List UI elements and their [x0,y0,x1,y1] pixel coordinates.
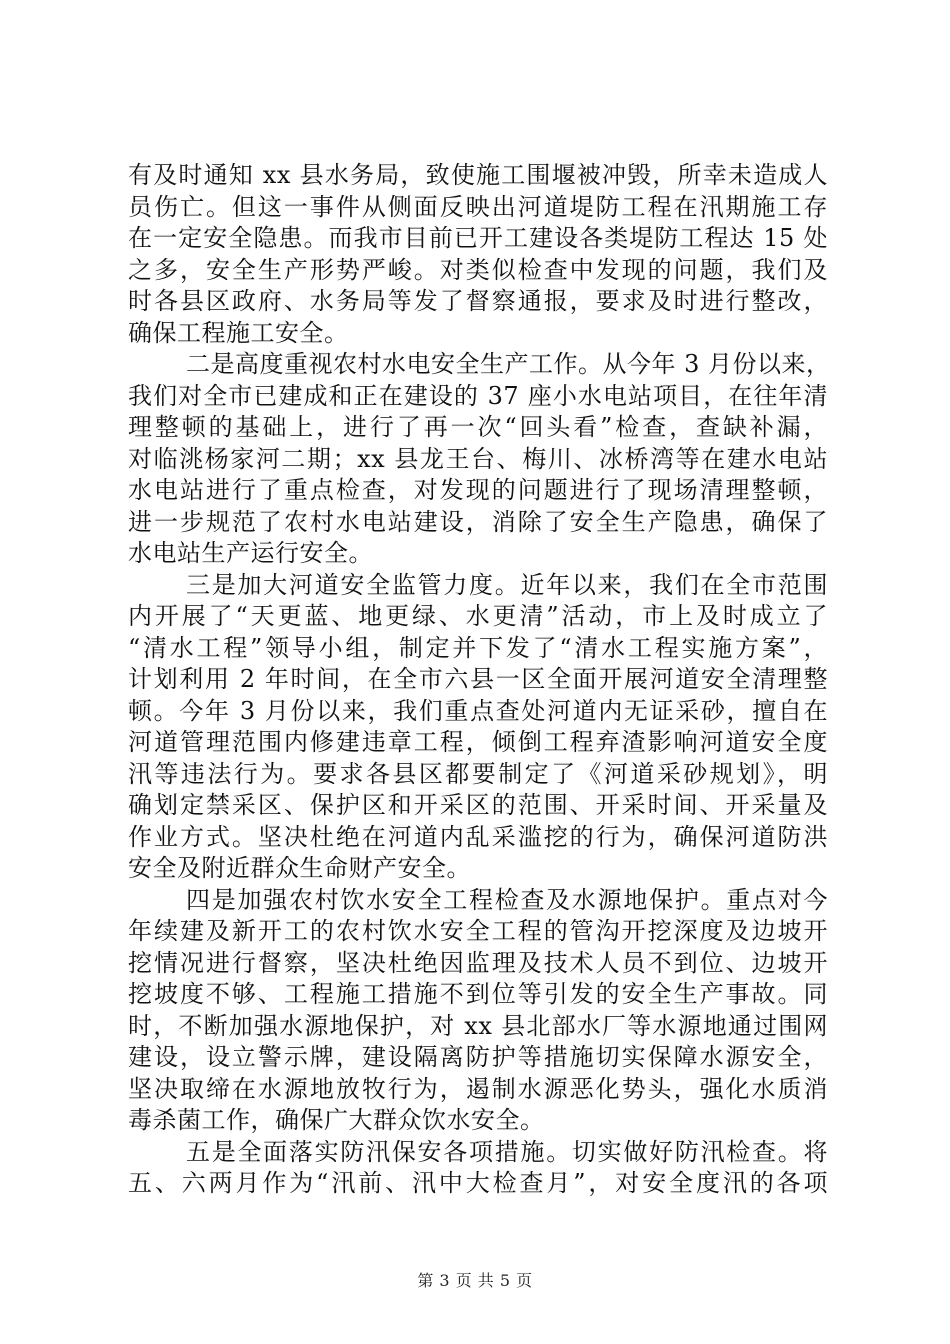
text-line: 我们对全市已建成和正在建设的 37 座小水电站项目，在往年清 [128,381,828,410]
text-line: 建设，设立警示牌，建设隔离防护等措施切实保障水源安全， [128,1043,828,1071]
text-line: 理整顿的基础上，进行了再一次“回头看”检查，查缺补漏， [128,413,828,441]
text-line: 计划利用 2 年时间，在全市六县一区全面开展河道安全清理整 [128,665,828,693]
text-line: 在一定安全隐患。而我市目前已开工建设各类堤防工程达 15 处 [128,224,828,252]
text-line: 毒杀菌工作，确保广大群众饮水安全。 [128,1106,545,1134]
text-line: 四是加强农村饮水安全工程检查及水源地保护。重点对今 [186,885,828,914]
text-line: 水电站进行了重点检查，对发现的问题进行了现场清理整顿， [128,476,828,504]
text-line: 确划定禁采区、保护区和开采区的范围、开采时间、开采量及 [128,791,828,819]
text-line: 坚决取缔在水源地放牧行为，遏制水源恶化势头，强化水质消 [128,1074,828,1103]
text-line: 二是高度重视农村水电安全生产工作。从今年 3 月份以来， [186,350,831,378]
text-line: 作业方式。坚决杜绝在河道内乱采滥挖的行为，确保河道防洪 [128,822,828,851]
paragraph [128,160,828,349]
text-line: 确保工程施工安全。 [128,318,349,347]
paragraph [128,570,828,885]
paragraph [128,1137,828,1200]
text-line: 之多，安全生产形势严峻。对类似检查中发现的问题，我们及 [128,255,828,284]
text-line: 水电站生产运行安全。 [128,539,373,567]
text-line: 五是全面落实防汛保安各项措施。切实做好防汛检查。将 [186,1137,828,1166]
text-line: 年续建及新开工的农村饮水安全工程的管沟开挖深度及边坡开 [128,917,828,945]
text-line: 对临洮杨家河二期；xx 县龙王台、梅川、冰桥湾等在建水电站 [128,444,828,473]
paragraph [128,349,831,570]
text-line: 时各县区政府、水务局等发了督察通报，要求及时进行整改， [128,287,828,315]
text-line: 时，不断加强水源地保护，对 xx 县北部水厂等水源地通过围网 [128,1011,828,1040]
text-line: 顿。今年 3 月份以来，我们重点查处河道内无证采砂，擅自在 [128,696,828,725]
text-line: 挖坡度不够、工程施工措施不到位等引发的安全生产事故。同 [128,980,828,1008]
text-line: 有及时通知 xx 县水务局，致使施工围堰被冲毁，所幸未造成人 [128,161,828,189]
text-line: 汛等违法行为。要求各县区都要制定了《河道采砂规划》，明 [128,759,828,788]
text-line: 五、六两月作为“汛前、汛中大检查月”，对安全度汛的各项 [128,1169,828,1197]
text-line: 进一步规范了农村水电站建设，消除了安全生产隐患，确保了 [128,507,828,536]
text-line: “清水工程”领导小组，制定并下发了“清水工程实施方案”， [128,633,828,662]
document-body [128,160,831,1200]
text-line: 内开展了“天更蓝、地更绿、水更清”活动，市上及时成立了 [128,602,828,630]
text-line: 员伤亡。但这一事件从侧面反映出河道堤防工程在汛期施工存 [128,192,828,221]
text-line: 河道管理范围内修建违章工程，倾倒工程弃渣影响河道安全度 [128,728,828,756]
page-footer: 第 3 页 共 5 页 [417,1271,533,1290]
text-line: 三是加大河道安全监管力度。近年以来，我们在全市范围 [186,570,828,599]
paragraph [128,885,828,1137]
text-line: 安全及附近群众生命财产安全。 [128,854,471,882]
text-line: 挖情况进行督察，坚决杜绝因监理及技术人员不到位、边坡开 [128,948,828,977]
